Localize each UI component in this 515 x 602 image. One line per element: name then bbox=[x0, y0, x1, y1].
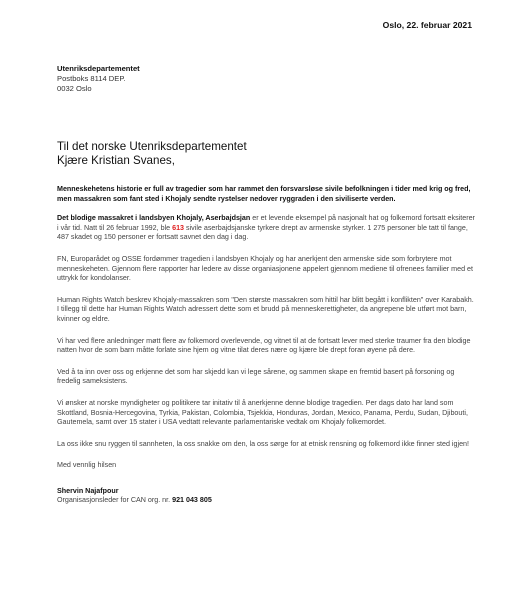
closing: Med vennlig hilsen bbox=[57, 461, 117, 470]
massacre-title: Det blodige massakret i landsbyen Khojaly, Aserbajdsjan bbox=[57, 214, 251, 223]
letter-body bbox=[57, 185, 475, 506]
recipient-address-line-1: Postboks 8114 DEP. bbox=[57, 74, 126, 83]
massacre-text-2: sivile aserbajdsjanske tyrkere drept av armenske styrker. 1 275 personer ble tatt til fange, 487 skadet og 150 personer er fortsatt savnet den dag i dag. bbox=[57, 223, 468, 242]
signature-title bbox=[57, 496, 475, 506]
signature-block bbox=[57, 487, 475, 506]
letter-heading bbox=[57, 140, 247, 167]
paragraph-reconciliation: Ved å ta inn over oss og erkjenne det som har skjedd kan vi lege sårene, og sammen skape en fremtid basert på forsoning og fredelig sameksistens. bbox=[57, 367, 455, 386]
recipient-org: Utenriksdepartementet bbox=[57, 64, 140, 73]
recipient-address bbox=[57, 64, 140, 94]
paragraph-survivors: Vi har ved flere anledninger møtt flere av folkemord overlevende, og vitnet til at de fortsatt lever med sterke traumer fra den blodige natten hvor de som barn måtte forlate sine hjem og vitne tilat deres nære og kjære ble drept foran øyene på dere. bbox=[57, 336, 471, 355]
signature-name: Shervin Najafpour bbox=[57, 486, 119, 495]
org-number: 921 043 805 bbox=[172, 496, 212, 505]
letter-date: Oslo, 22. februar 2021 bbox=[382, 20, 472, 30]
massacre-text-1: er et levende eksempel på nasjonalt hat og folkemord fortsatt eksiterer i vår tid. Natt til 26 februar 1992, ble bbox=[57, 214, 475, 232]
paragraph-request: Vi ønsker at norske myndigheter og politikere tar initativ til å anerkjenne denne blodige tragedien. Per dags dato har land som Skottland, Bosnia-Hercegovina, Tyrkia, Pakistan, Colombia, Tsjekkia, Honduras, Jordan, Mexico, Panama, Perdu, Sudan, Djibouti, Gautemela, samt over 15 stater i USA vedtatt relevante parlamentariske vedtak om Khojaly folkemordet. bbox=[57, 398, 468, 427]
paragraph-hrw: Human Rights Watch beskrev Khojaly-massakren som "Den største massakren som hittil har blitt begått i konflikten" over Karabakh. I tillegg til dette har Human Rights Watch adressert dette som et brudd på menneskerettigheter, da angrepene ble utført mot barn, kvinner og eldre. bbox=[57, 295, 474, 323]
signature-title-prefix: Organisasjonsleder for CAN org. nr. bbox=[57, 496, 173, 505]
intro-paragraph: Menneskehetens historie er full av tragedier som har rammet den forsvarsløse sivile befolkningen i tider med krig og fred, men massakren som fant sted i Khojaly sendte rystelser nedover ryggraden i den siviliserte verden. bbox=[57, 185, 471, 203]
recipient-address-line-2: 0032 Oslo bbox=[57, 84, 92, 93]
paragraph-appeal: La oss ikke snu ryggen til sannheten, la oss snakke om den, la oss sørge for at etnisk rensning og folkemord ikke finner sted igjen! bbox=[57, 439, 469, 448]
paragraph-un: FN, Europarådet og OSSE fordømmer tragedien i landsbyen Khojaly og har anerkjent den armenske side som forbrytere mot menneskeheten. Gjennom flere rapporter har ledere av disse organiasjonene appelert gjennom mediene til ofrenees familier med et uttrykk for kondolanser. bbox=[57, 254, 473, 283]
heading-line-1: Til det norske Utenriksdepartementet bbox=[57, 140, 247, 153]
paragraph-massacre bbox=[57, 214, 475, 243]
victim-count: 613 bbox=[172, 223, 185, 232]
salutation: Kjære Kristian Svanes, bbox=[57, 153, 175, 167]
